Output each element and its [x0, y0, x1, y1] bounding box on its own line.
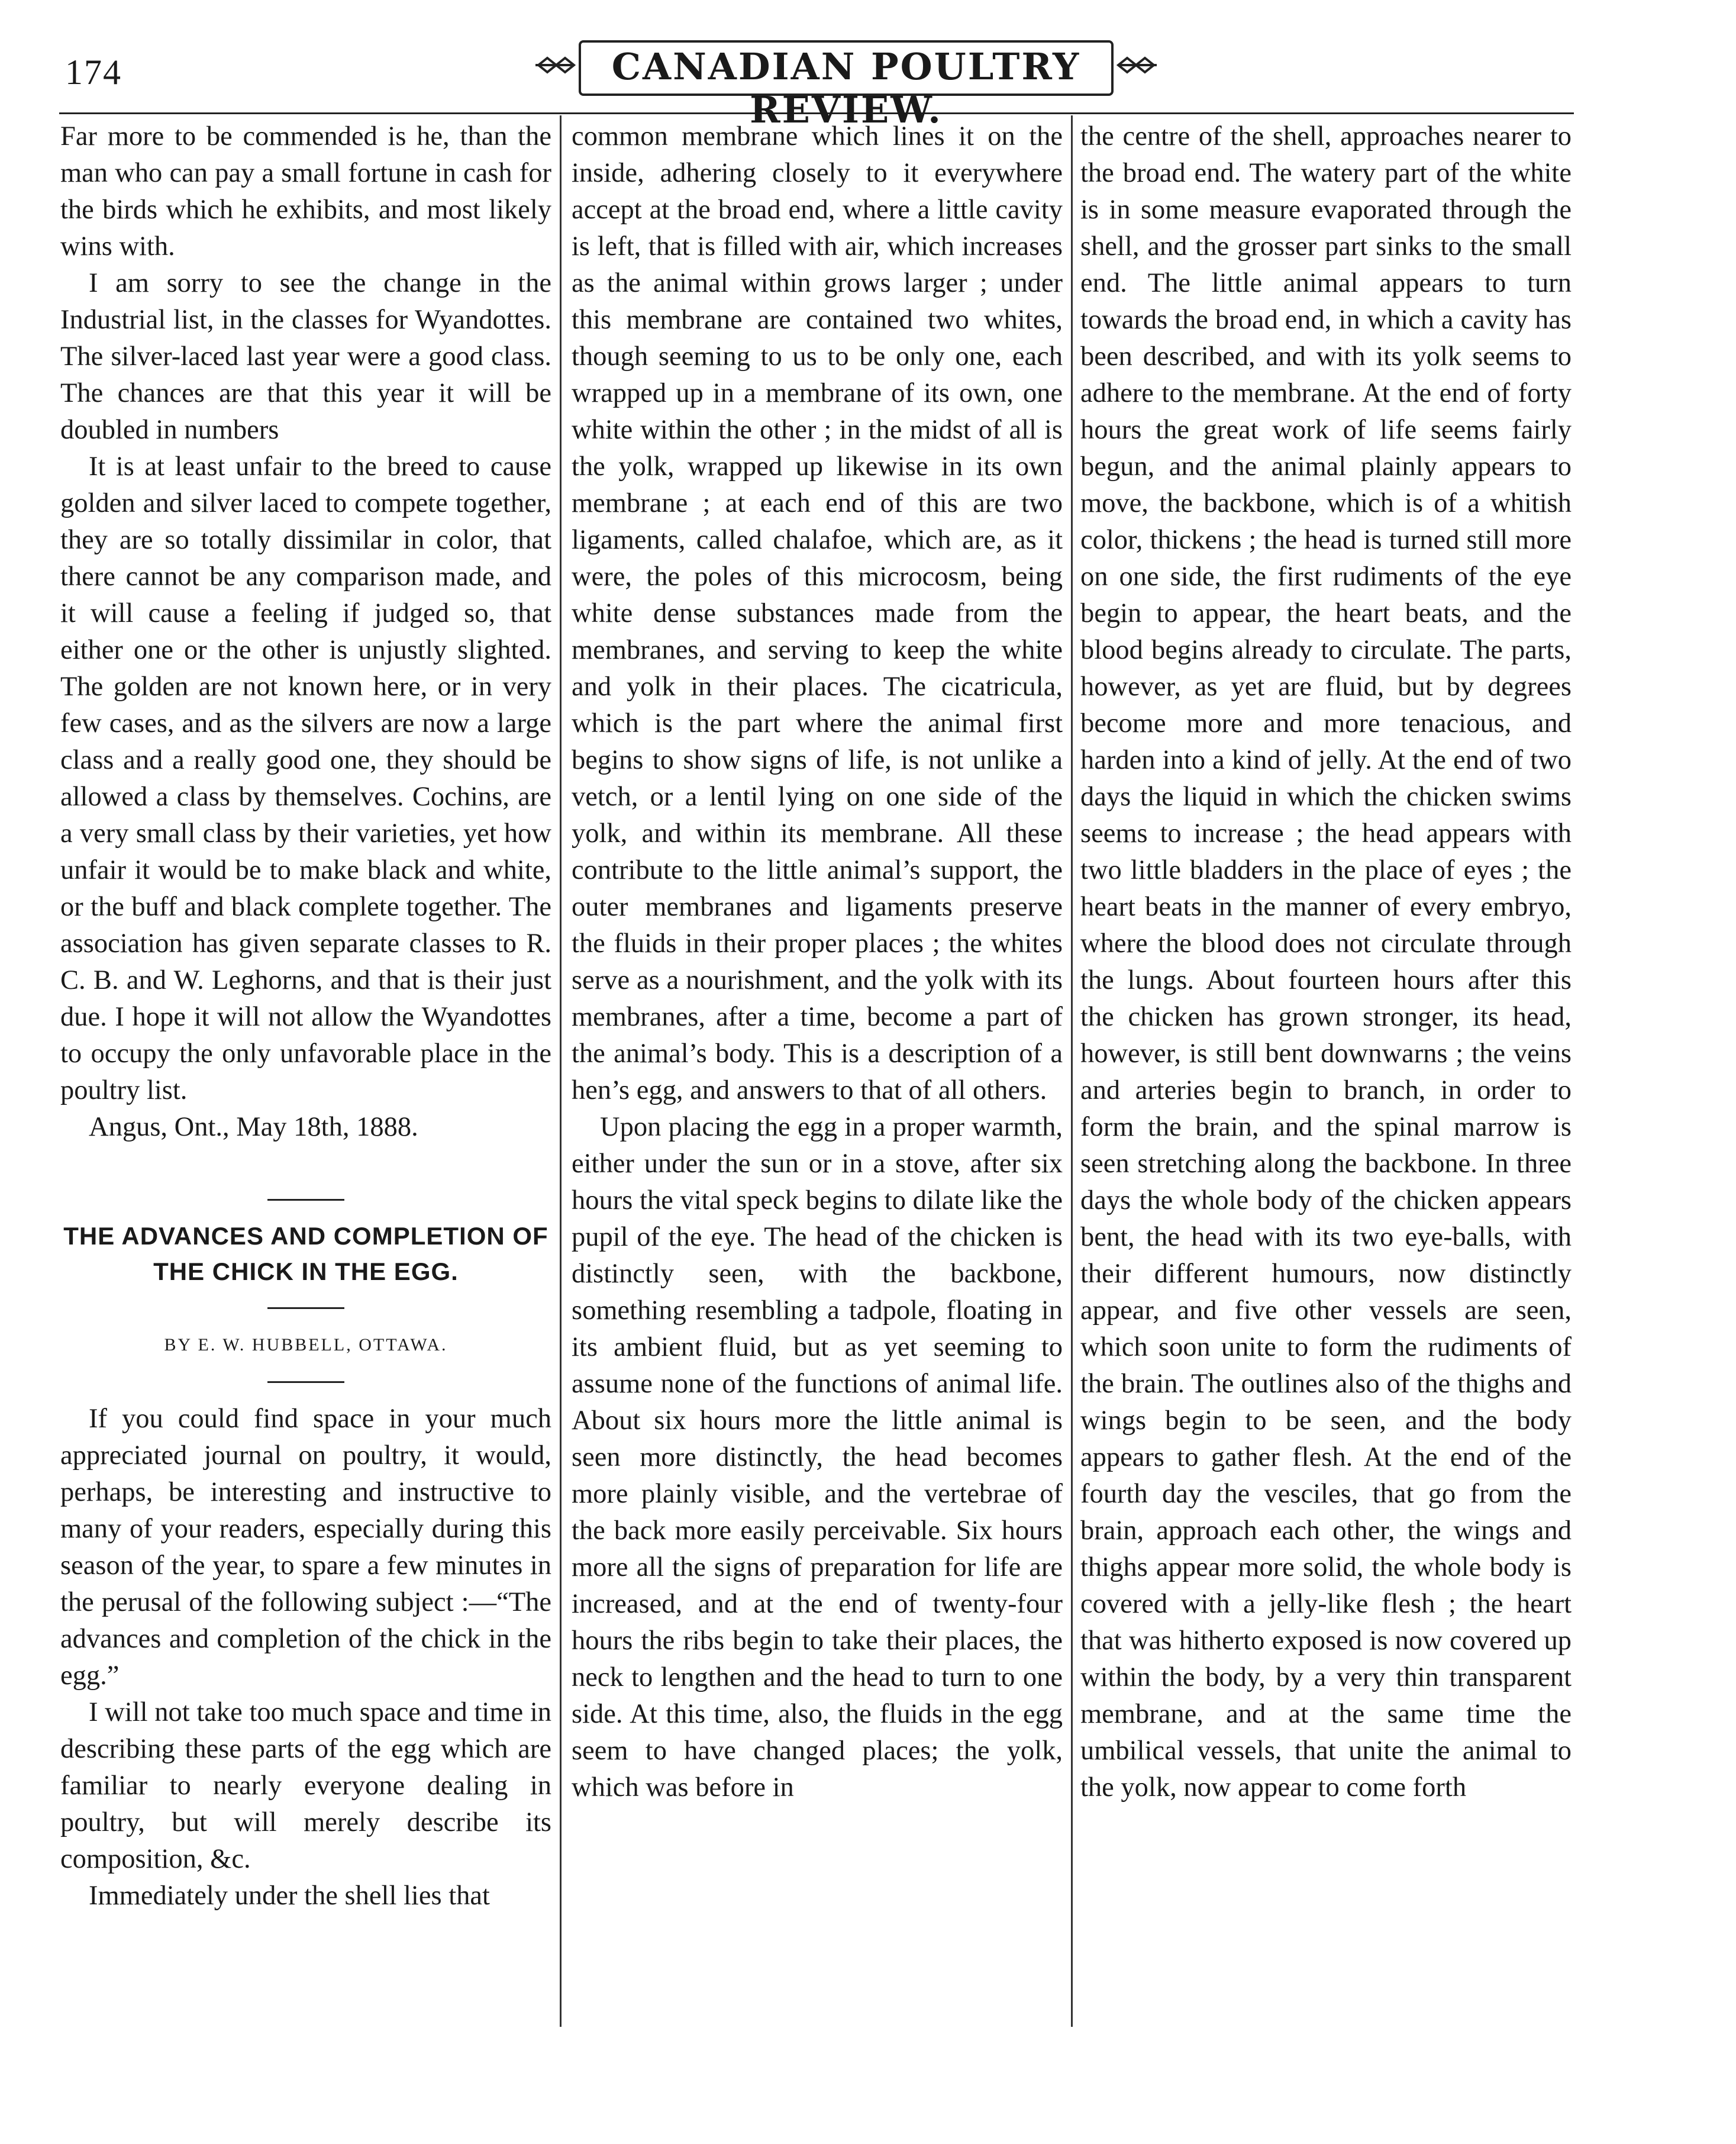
column-1 [60, 118, 551, 1914]
paragraph: Immediately under the shell lies that [89, 1881, 490, 1911]
column-divider [560, 115, 562, 2027]
divider [267, 1381, 344, 1383]
masthead-title: CANADIAN POULTRY REVIEW. [611, 45, 1081, 131]
column-3 [1080, 118, 1572, 1806]
page-header [59, 24, 1574, 131]
paragraph: Upon placing the egg in a proper warmth, either under the sun or in a stove, after six hours the vital speck begins to dilate like the pupil of the eye. The head of the chicken is distinctly seen, with the backbone, something resembling a tadpole, floating in its ambient fluid, but as yet seeming to assume none of the functions of animal life. About six hours more the little animal is seen more distinctly, the head becomes more plainly visible, and the vertebrae of the back more easily perceivable. Six hours more all the signs of preparation for life are increased, and at the end of twenty-four hours the ribs begin to take their places, the neck to lengthen and the head to turn to one side. At this time, also, the fluids in the egg seem to have changed places; the yolk, which was before in [572, 1112, 1063, 1803]
column-2 [572, 118, 1063, 1806]
byline: BY E. W. HUBBELL, OTTAWA. [164, 1335, 448, 1355]
article-title: THE ADVANCES AND COMPLETION OF THE CHICK IN THE EGG. [63, 1222, 548, 1285]
page-number: 174 [65, 53, 122, 92]
divider [267, 1307, 344, 1309]
masthead [533, 30, 1160, 131]
paragraph: I will not take too much space and time in describing these parts of the egg which are familiar to nearly everyone dealing in poultry, but will merely describe its composition, &c. [60, 1697, 551, 1874]
paragraph: I am sorry to see the change in the Industrial list, in the classes for Wyandottes. The silver-laced last year were a good class. The chances are that this year it will be doubled in numbers [60, 268, 551, 445]
paragraph: It is at least unfair to the breed to cause golden and silver laced to compete together, they are so totally dissimilar in color, that there cannot be any comparison made, and it will cause a feeling if judged so, that either one or the other is unjustly slighted. The golden are not known here, or in very few cases, and as the silvers are now a large class and a really good one, they should be allowed a class by themselves. Cochins, are a very small class by their varieties, yet how unfair it would be to make black and white, or the buff and black complete together. The association has given separate classes to R. C. B. and W. Leghorns, and that is their just due. I hope it will not allow the Wyandottes to occupy the only unfavorable place in the poultry list. [60, 452, 551, 1105]
paragraph: common membrane which lines it on the inside, adhering closely to it everywhere accept at the broad end, where a little cavity is left, that is filled with air, which increases as the animal within grows larger ; under this membrane are contained two whites, though seeming to us to be only one, each wrapped up in a membrane of its own, one white within the other ; in the midst of all is the yolk, wrapped up likewise in its own membrane ; at each end of this are two ligaments, called chalafoe, which are, as it were, the poles of this microcosm, being white dense substances made from the membranes, and serving to keep the white and yolk in their places. The cicatricula, which is the part where the animal first begins to show signs of life, is not unlike a vetch, or a lentil lying on one side of the yolk, and within its membrane. All these contribute to the little animal’s support, the outer membranes and ligaments preserve the fluids in their proper places ; the whites serve as a nourishment, and the yolk with its membranes, after a time, become a part of the animal’s body. This is a description of a hen’s egg, and answers to that of all others. [572, 121, 1063, 1105]
paragraph: the centre of the shell, approaches nearer to the broad end. The watery part of the white is in some measure evaporated through the shell, and the grosser part sinks to the small end. The little animal appears to turn towards the broad end, in which a cavity has been described, and with its yolk seems to adhere to the membrane. At the end of forty hours the great work of life seems fairly begun, and the animal plainly appears to move, the backbone, which is of a whitish color, thickens ; the head is turned still more on one side, the first rudiments of the eye begin to appear, the heart beats, and the blood begins already to circulate. The parts, however, as yet are fluid, but by degrees become more and more tenacious, and harden into a kind of jelly. At the end of two days the liquid in which the chicken swims seems to increase ; the head appears with two little bladders in the place of eyes ; the heart beats in the manner of every embryo, where the blood does not circulate through the lungs. About fourteen hours after this the chicken has grown stronger, its head, however, is still bent downwarns ; the veins and arteries begin to branch, in order to form the brain, and the spinal marrow is seen stretching along the backbone. In three days the whole body of the chicken appears bent, the head with its two eye-balls, with their different humours, now distinctly appear, and five other vessels are seen, which soon unite to form the rudiments of the brain. The outlines also of the thighs and wings begin to be seen, and the body appears to gather flesh. At the end of the fourth day the vesciles, that go from the brain, approach each other, the wings and thighs appear more solid, the whole body is covered with a jelly-like flesh ; the heart that was hitherto exposed is now covered up within the body, by a very thin transparent membrane, and at the same time the umbilical vessels, that unite the animal to the yolk, now appear to come forth [1080, 121, 1572, 1803]
dateline: Angus, Ont., May 18th, 1888. [89, 1112, 418, 1142]
column-divider [1071, 115, 1073, 2027]
paragraph: If you could find space in your much appreciated journal on poultry, it would, perhaps, be interesting and instructive to many of your readers, especially during this season of the year, to spare a few minutes in the perusal of the following subject :—“The advances and completion of the chick in the egg.” [60, 1404, 551, 1691]
divider [267, 1199, 344, 1201]
paragraph: Far more to be commended is he, than the man who can pay a small fortune in cash for the birds which he exhibits, and most likely wins with. [60, 121, 551, 262]
